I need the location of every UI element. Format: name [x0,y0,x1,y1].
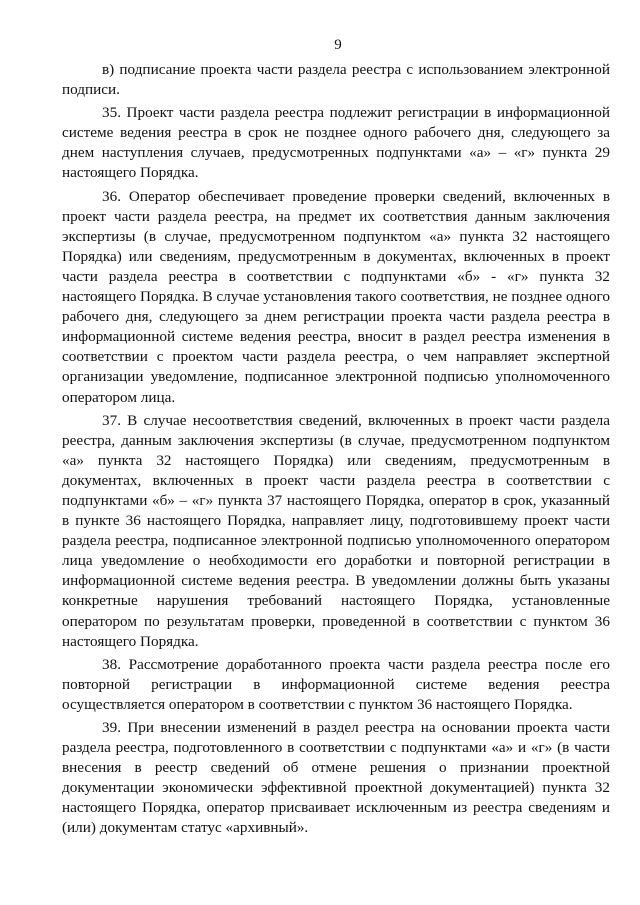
document-page [62,36,610,841]
paragraph-subitem-v: в) подписание проекта части раздела реестра с использованием электронной подписи. [62,61,610,99]
paragraph-36: 36. Оператор обеспечивает проведение проверки сведений, включенных в проект части раздела реестра, на предмет их соответствия данным заключения экспертизы (в случае, предусмотренном подпунктом «а» пункта 32 настоящего Порядка) или сведениям, предусмотренным в документах, включенных в проект части раздела реестра в соответствии с подпунктами «б» - «г» пункта 32 настоящего Порядка. В случае установления такого соответствия, не позднее одного рабочего дня, следующего за днем регистрации проекта части раздела реестра в информационной системе ведения реестра, вносит в раздел реестра изменения в соответствии с проектом части раздела реестра, о чем направляет экспертной организации уведомление, подписанное электронной подписью уполномоченного оператором лица. [62,187,610,406]
page-number: 9 [334,37,342,53]
paragraph-35: 35. Проект части раздела реестра подлежит регистрации в информационной системе ведения реестра в срок не позднее одного рабочего дня, следующего за днем наступления случаев, предусмотренных подпунктами «а» – «г» пункта 29 настоящего Порядка. [62,104,610,182]
paragraph-38: 38. Рассмотрение доработанного проекта части раздела реестра после его повторной регистрации в информационной системе ведения реестра осуществляется оператором в соответствии с пунктом 36 настоящего Порядка. [62,655,610,713]
paragraph-37: 37. В случае несоответствия сведений, включенных в проект части раздела реестра, данным заключения экспертизы (в случае, предусмотренном подпунктом «а» пункта 32 настоящего Порядка) или сведениям, предусмотренным в документах, включенных в проект части раздела реестра в соответствии с подпунктами «б» – «г» пункта 37 настоящего Порядка, оператор в срок, указанный в пункте 36 настоящего Порядка, направляет лицу, подготовившему проект части раздела реестра, подписанное электронной подписью уполномоченного оператором лица уведомление о необходимости его доработки и повторной регистрации в информационной системе ведения реестра. В уведомлении должны быть указаны конкретные нарушения требований настоящего Порядка, установленные оператором по результатам проверки, проведенной в соответствии с пунктом 36 настоящего Порядка. [62,411,610,650]
paragraph-39: 39. При внесении изменений в раздел реестра на основании проекта части раздела реестра, подготовленного в соответствии с подпунктами «а» и «г» (в части внесения в реестр сведений об отмене решения о признании проектной документации экономически эффективной проектной документацией) пункта 32 настоящего Порядка, оператор присваивает исключенным из реестра сведениям и (или) документам статус «архивный». [62,719,610,837]
